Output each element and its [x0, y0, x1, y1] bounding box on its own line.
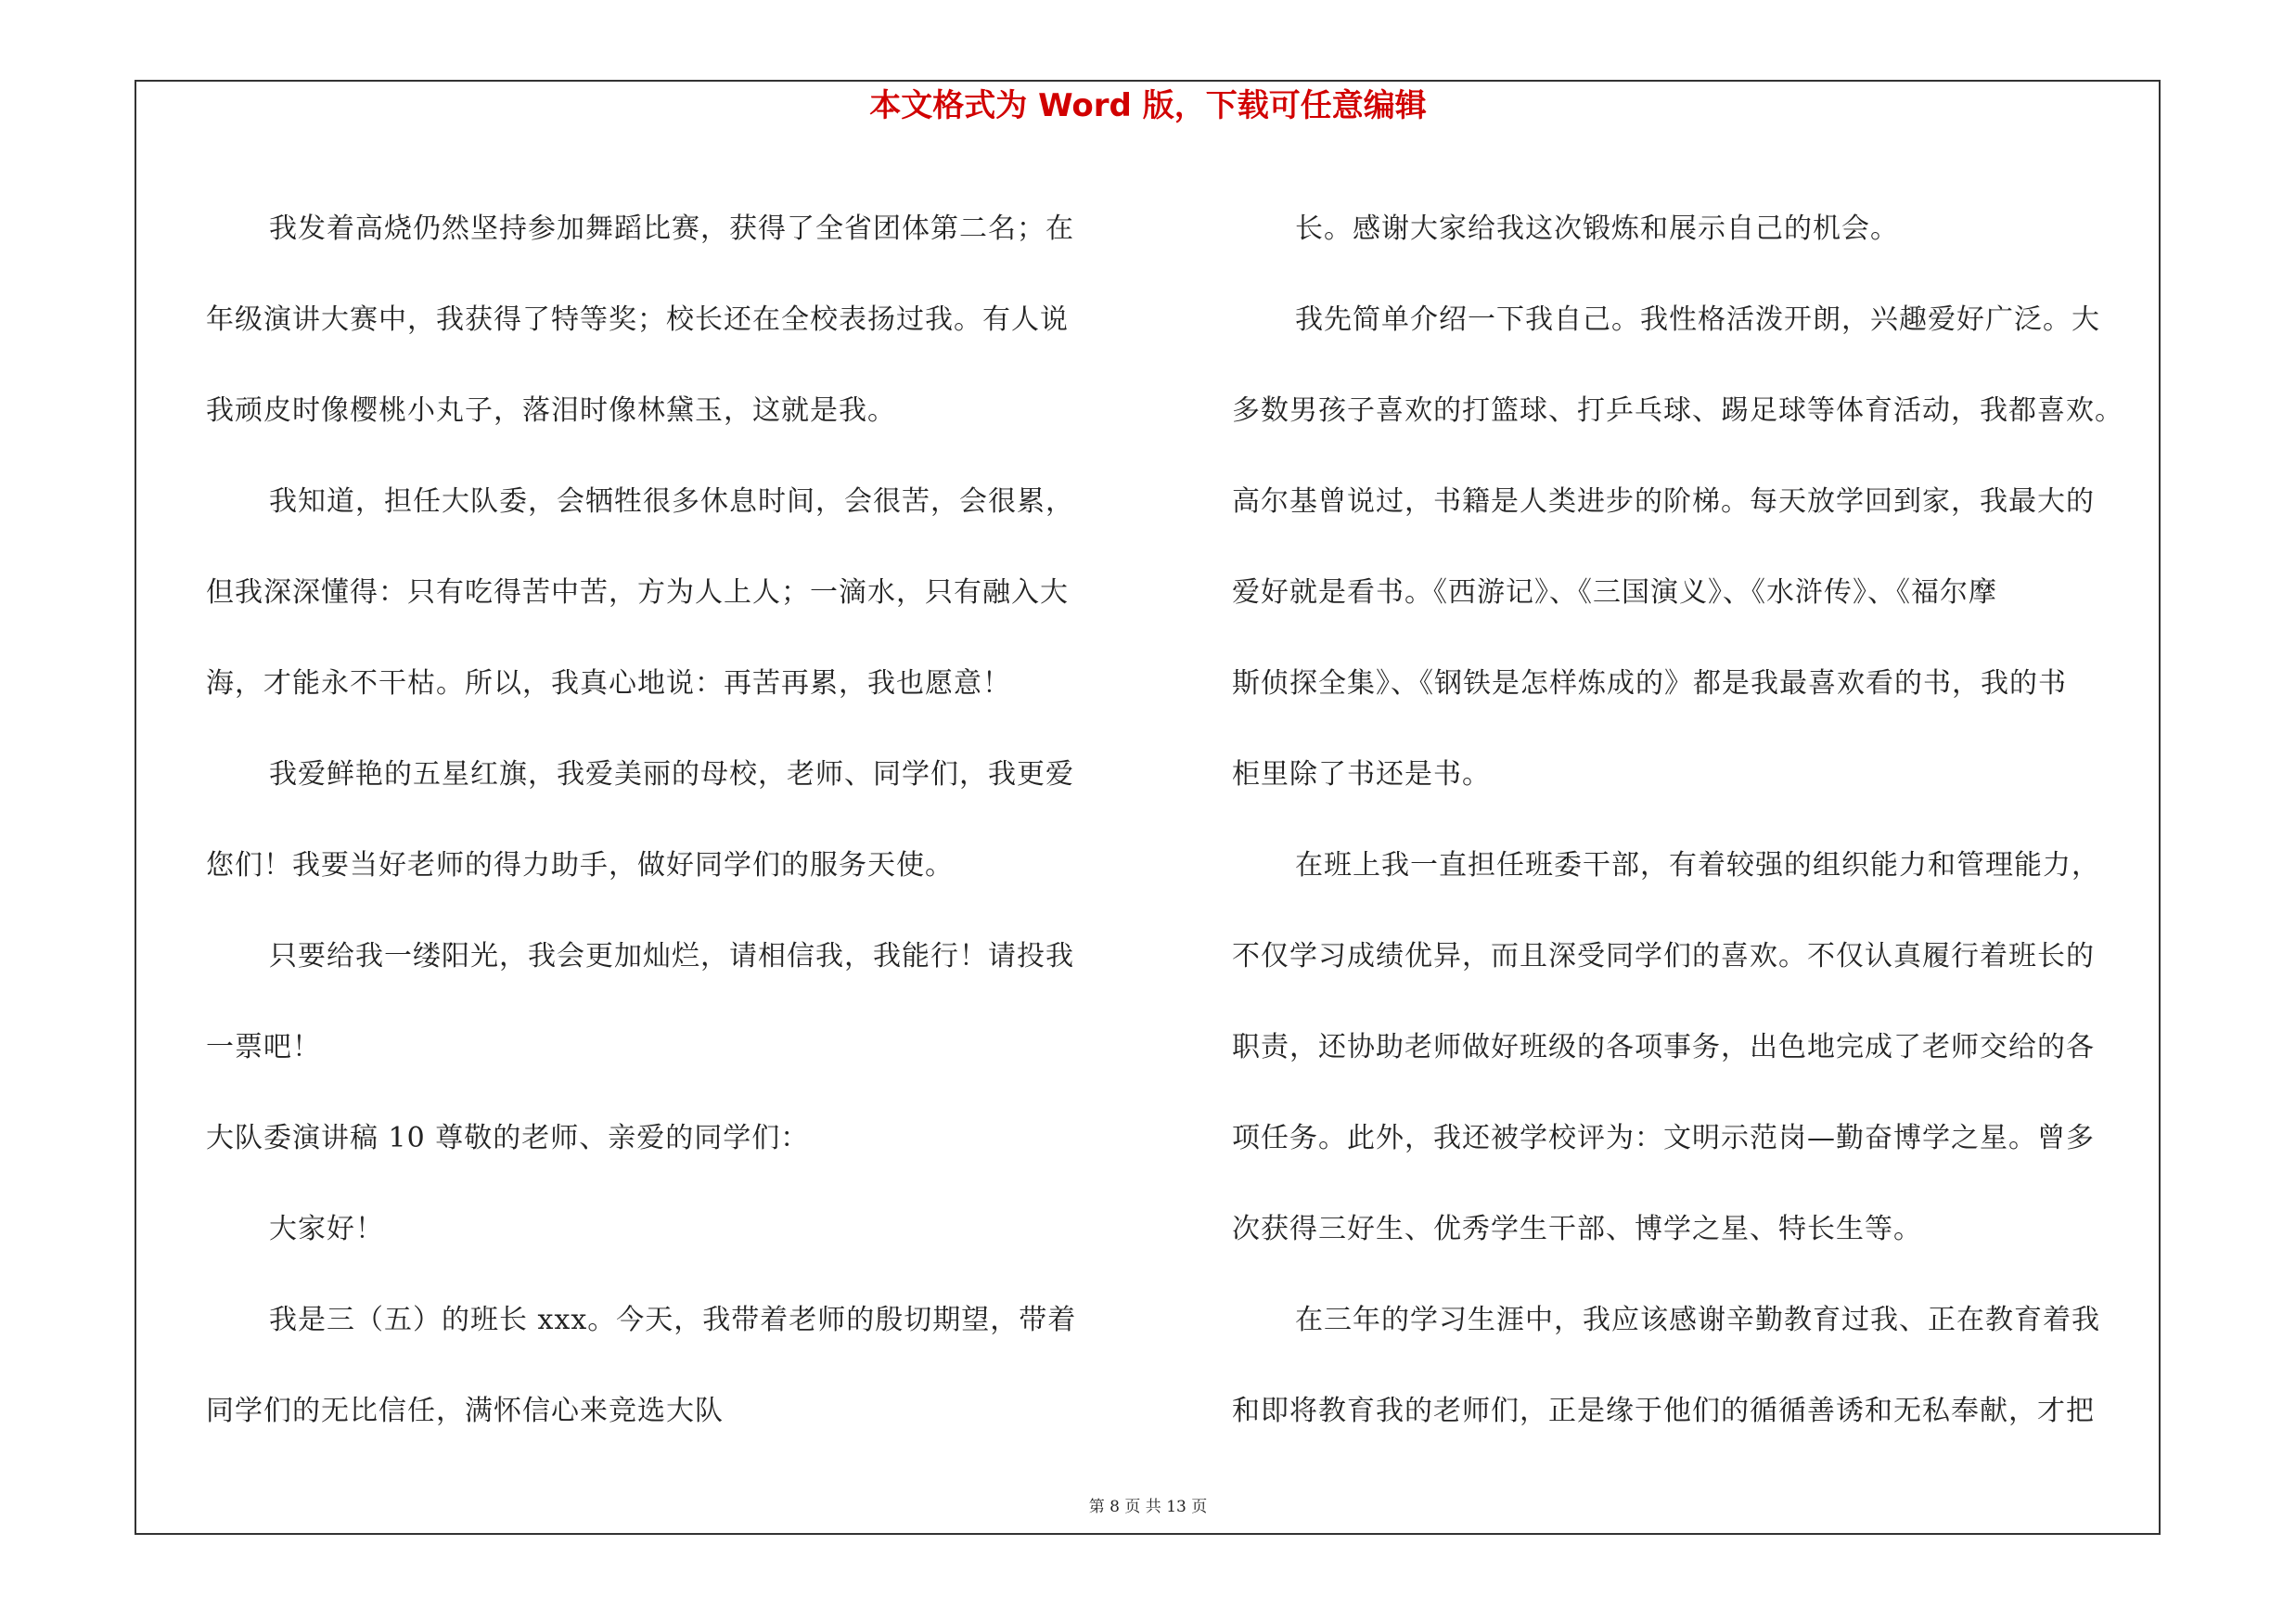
text-line: 在班上我一直担任班委干部，有着较强的组织能力和管理能力，: [1295, 849, 2100, 882]
text-line: 大家好！: [269, 1213, 384, 1245]
text-line: 高尔基曾说过，书籍是人类进步的阶梯。每天放学回到家，我最大的: [1232, 485, 2095, 518]
text-line: 一票吧！: [206, 1031, 321, 1063]
right-text-column: [1232, 184, 2160, 1457]
text-line: 在三年的学习生涯中，我应该感谢辛勤教育过我、正在教育着我: [1295, 1304, 2100, 1336]
text-line: 我顽皮时像樱桃小丸子，落泪时像林黛玉，这就是我。: [206, 394, 896, 427]
text-line: 只要给我一缕阳光，我会更加灿烂，请相信我，我能行！请投我: [269, 940, 1074, 973]
page-number-footer: 第 8 页 共 13 页: [1088, 1498, 1208, 1516]
text-line: 但我深深懂得：只有吃得苦中苦，方为人上人；一滴水，只有融入大: [206, 576, 1069, 609]
text-line: 项任务。此外，我还被学校评为：文明示范岗—勤奋博学之星。曾多: [1232, 1122, 2095, 1154]
text-line: 长。感谢大家给我这次锻炼和展示自己的机会。: [1295, 213, 1899, 245]
text-line: 您们！我要当好老师的得力助手，做好同学们的服务天使。: [206, 849, 954, 882]
text-line: 斯侦探全集》、《钢铁是怎样炼成的》都是我最喜欢看的书，我的书: [1232, 667, 2067, 700]
text-line: 大队委演讲稿 10 尊敬的老师、亲爱的同学们：: [206, 1122, 810, 1154]
format-notice-banner: 本文格式为 Word 版，下载可任意编辑: [869, 87, 1427, 124]
text-line: 年级演讲大赛中，我获得了特等奖；校长还在全校表扬过我。有人说: [206, 303, 1069, 336]
text-line: 我先简单介绍一下我自己。我性格活泼开朗，兴趣爱好广泛。大: [1295, 303, 2100, 336]
text-line: 次获得三好生、优秀学生干部、博学之星、特长生等。: [1232, 1213, 1922, 1245]
text-line: 职责，还协助老师做好班级的各项事务，出色地完成了老师交给的各: [1232, 1031, 2095, 1063]
text-line: 我知道，担任大队委，会牺牲很多休息时间，会很苦，会很累，: [269, 485, 1074, 518]
text-line: 我发着高烧仍然坚持参加舞蹈比赛，获得了全省团体第二名；在: [269, 213, 1074, 245]
text-line: 不仅学习成绩优异，而且深受同学们的喜欢。不仅认真履行着班长的: [1232, 940, 2095, 973]
text-line: 同学们的无比信任，满怀信心来竞选大队: [206, 1395, 724, 1427]
text-line: 我是三（五）的班长 xxx。今天，我带着老师的殷切期望，带着: [269, 1304, 1077, 1336]
left-text-column: [206, 184, 1134, 1457]
text-line: 我爱鲜艳的五星红旗，我爱美丽的母校，老师、同学们，我更爱: [269, 758, 1074, 791]
text-line: 海，才能永不干枯。所以，我真心地说：再苦再累，我也愿意！: [206, 667, 1011, 700]
text-line: 多数男孩子喜欢的打篮球、打乒乓球、踢足球等体育活动，我都喜欢。: [1232, 394, 2123, 427]
text-line: 爱好就是看书。《西游记》、《三国演义》、《水浒传》、《福尔摩: [1232, 576, 1997, 609]
text-line: 和即将教育我的老师们，正是缘于他们的循循善诱和无私奉献，才把: [1232, 1395, 2095, 1427]
text-line: 柜里除了书还是书。: [1232, 758, 1491, 791]
